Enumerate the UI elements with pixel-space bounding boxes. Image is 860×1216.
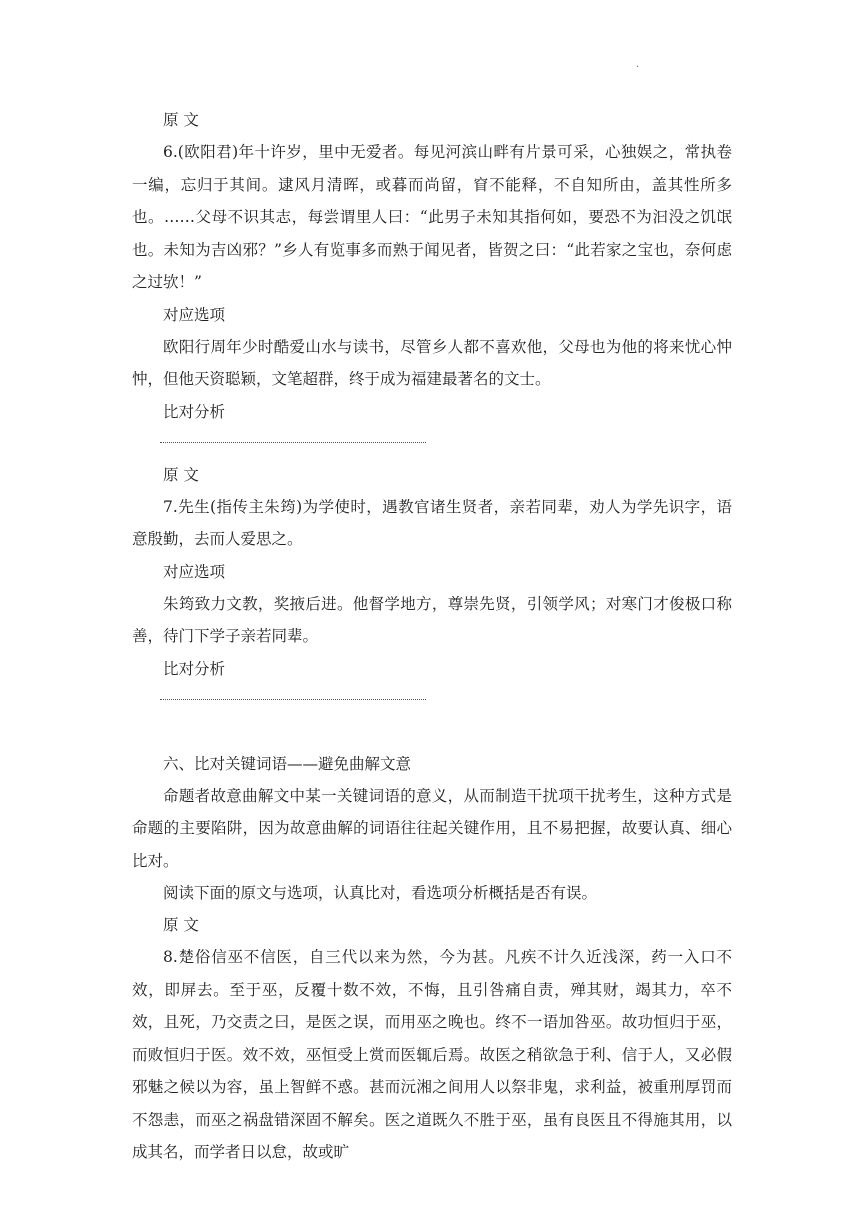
dotted-answer-line [160,442,426,453]
paragraph: 6.(欧阳君)年十许岁，里中无爱者。每见河滨山畔有片景可采，心独娱之，常执卷一编，忘归于其间。逮风月清晖，或暮而尚留，窅不能释，不自知所由，盖其性所多也。……父母不识其志，每尝谓里人曰：“此男子未知其指何如，要恐不为汩没之饥氓也。未知为吉凶邪？”乡人有览事多而熟于闻见者，皆贺之曰：“此若家之宝也，奈何虑之过欤！” [132,143,732,291]
section-heading: 比对分析 [163,402,226,421]
paragraph: 命题者故意曲解文中某一关键词语的意义，从而制造干扰项干扰考生，这种方式是命题的主要陷阱，因为故意曲解的词语往往起关键作用，且不易把握，故要认真、细心比对。 [132,786,732,870]
section-heading: 比对分析 [163,659,226,678]
paragraph: 7.先生(指传主朱筠)为学使时，遇教官诸生贤者，亲若同辈，劝人为学先识字，语意殷勤，去而人爱思之。 [132,497,732,548]
paragraph: 欧阳行周年少时酷爱山水与读书，尽管乡人都不喜欢他，父母也为他的将来忧心忡忡，但他天资聪颖，文笔超群，终于成为福建最著名的文士。 [132,337,732,388]
section-gap [132,716,732,748]
section-heading: 原 文 [163,465,199,484]
section-heading: 对应选项 [163,562,226,581]
section-heading: 六、比对关键词语——避免曲解文意 [163,754,412,773]
section-heading: 对应选项 [163,305,226,324]
document-body [132,104,732,1169]
paragraph: 朱筠致力文教，奖掖后进。他督学地方，尊崇先贤，引领学风；对寒门才俊极口称善，待门下学子亲若同辈。 [132,594,732,645]
section-heading: 原 文 [163,111,199,129]
section-heading: 阅读下面的原文与选项，认真比对，看选项分析概括是否有误。 [163,884,598,902]
header-mark: · [636,62,640,73]
dotted-answer-line [160,699,426,710]
paragraph: 8.楚俗信巫不信医，自三代以来为然，今为甚。凡疾不计久近浅深，药一入口不效，即屏去。至于巫，反覆十数不效，不悔，且引咎痛自责，殚其财，竭其力，卒不效，且死，乃交责之曰，是医之误，而用巫之晚也。终不一语加咎巫。故功恒归于巫，而败恒归于医。效不效，巫恒受上赏而医辄后焉。故医之稍欲急于利、信于人，又必假邪魅之候以为容，虽上智鲜不惑。甚而沅湘之间用人以祭非鬼，求利益，被重刑厚罚而不怨恚，而巫之祸盘错深固不解矣。医之道既久不胜于巫，虽有良医且不得施其用，以成其名，而学者日以怠，故或旷 [132,948,732,1161]
section-heading: 原 文 [163,916,199,934]
